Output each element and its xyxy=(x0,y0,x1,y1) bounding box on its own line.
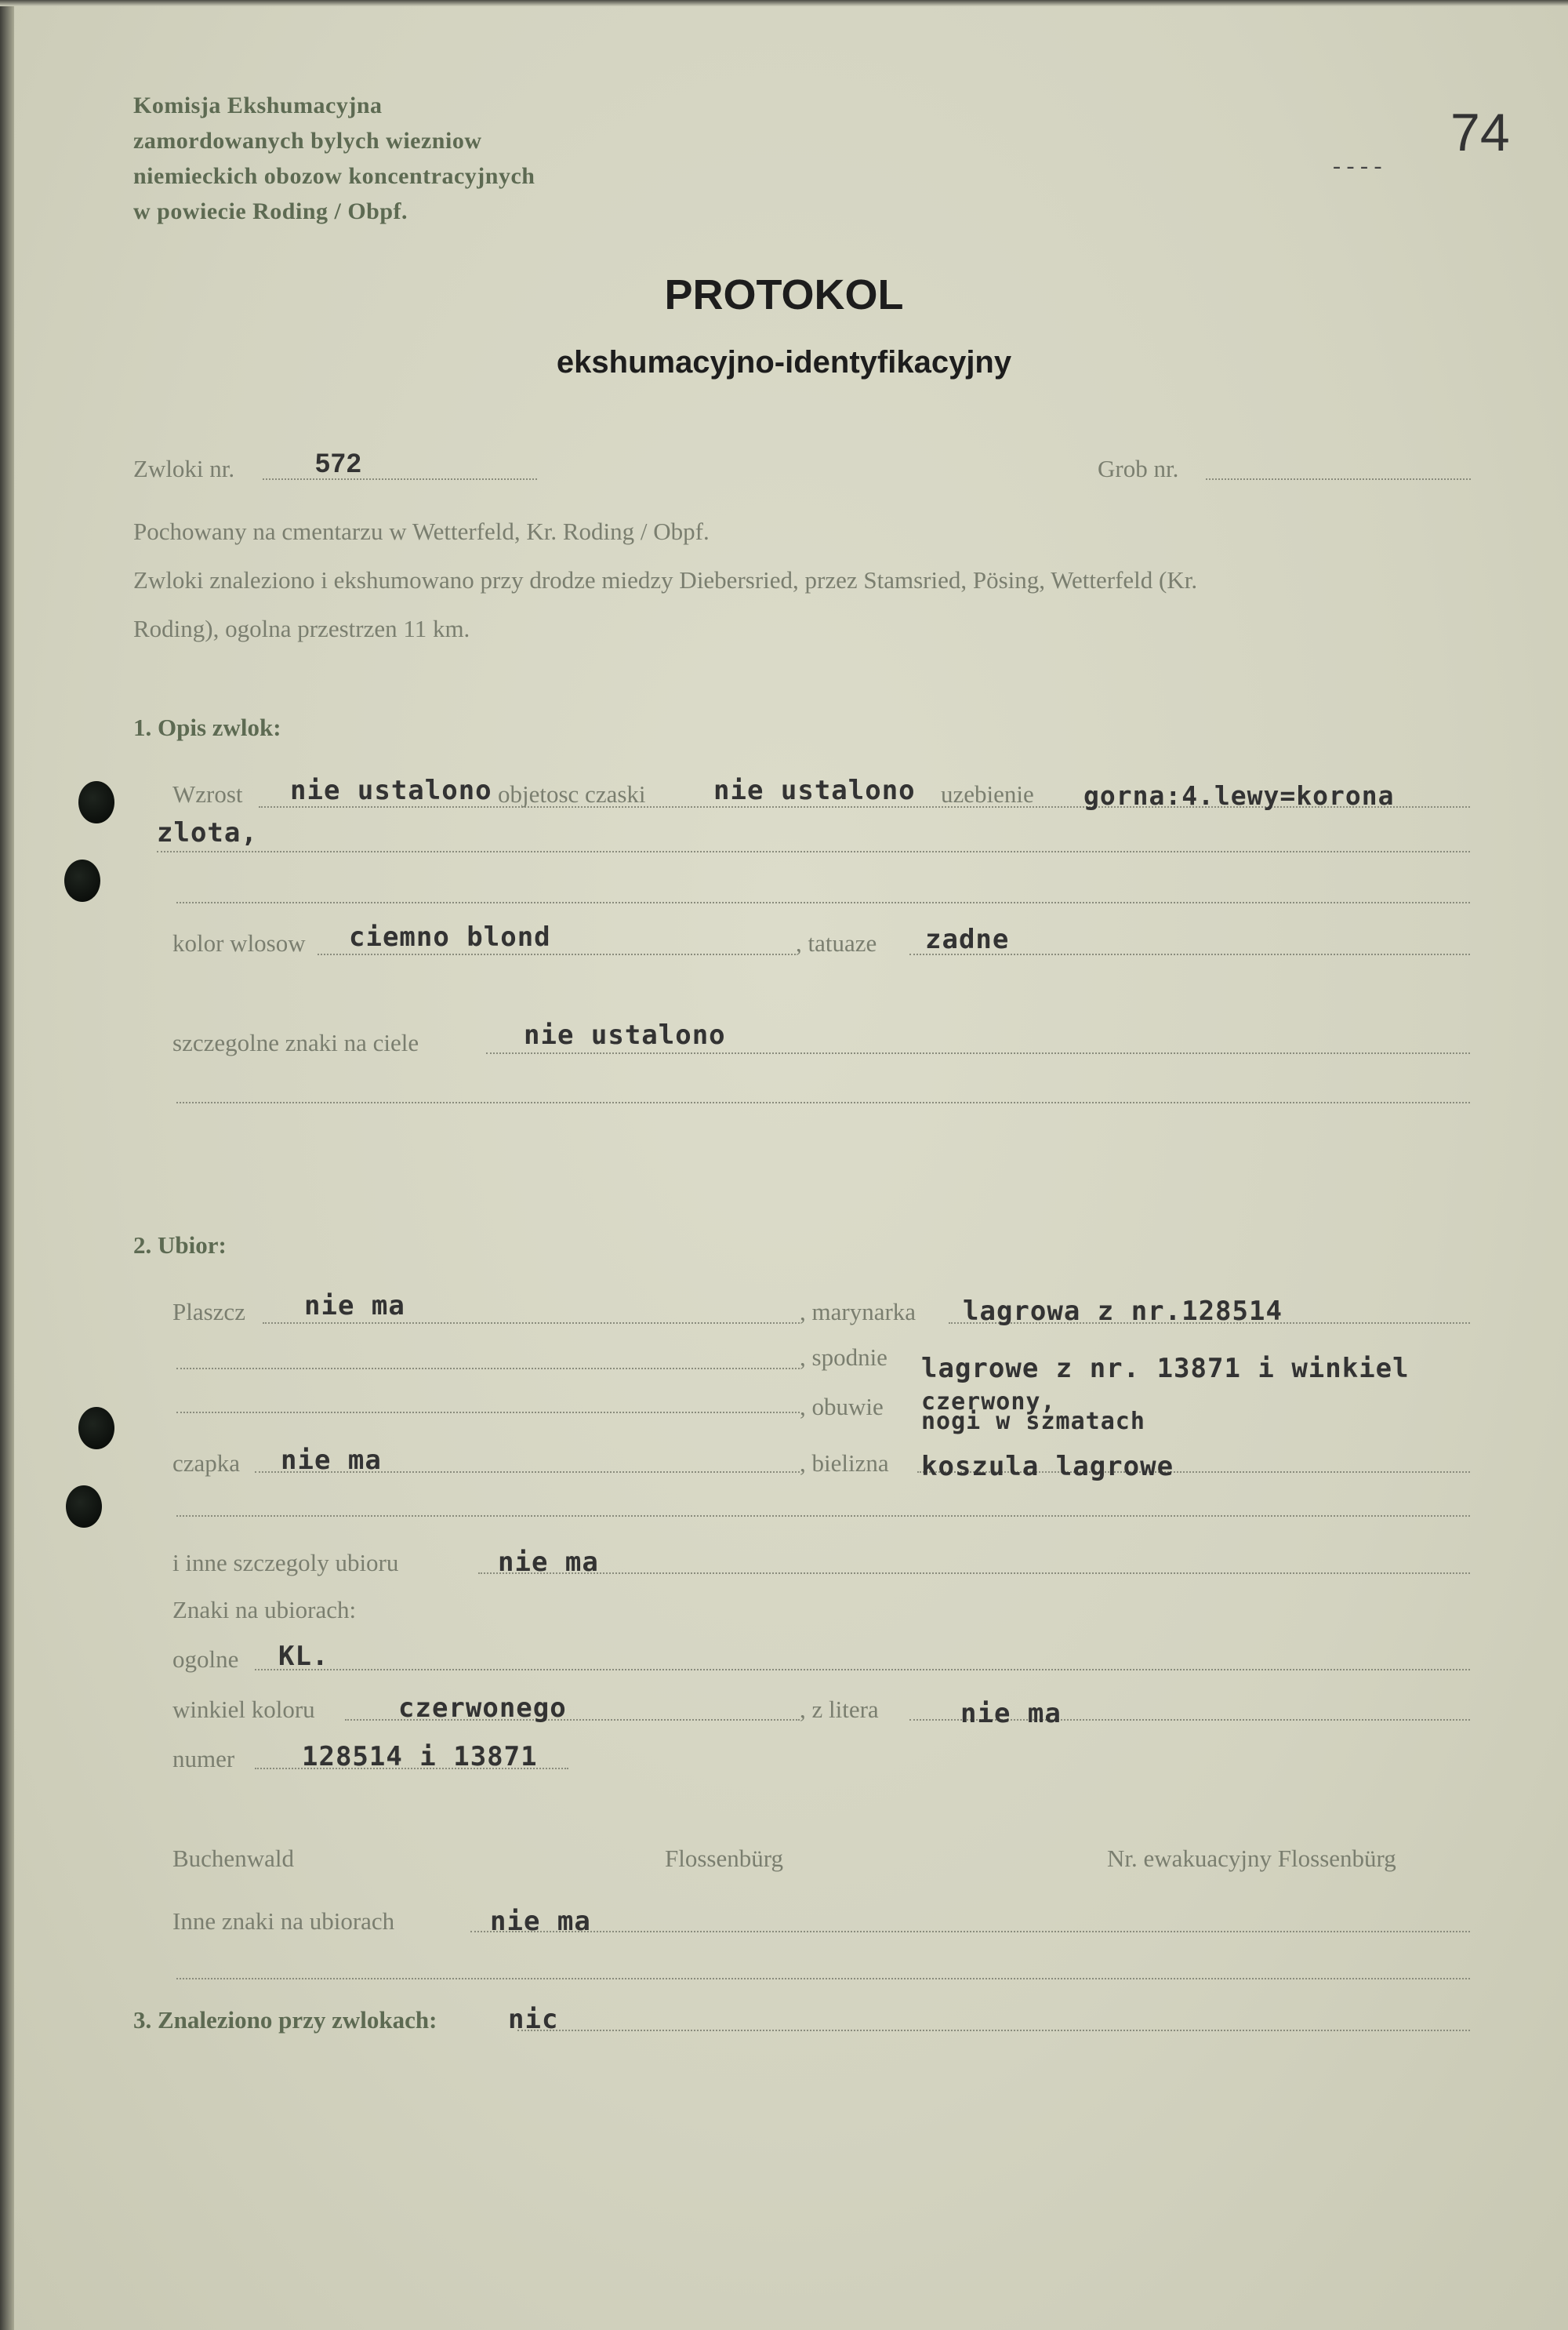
dotted-line xyxy=(318,954,796,955)
numer-label: numer xyxy=(172,1745,235,1772)
dotted-line xyxy=(255,1669,1470,1670)
buchenwald-label: Buchenwald xyxy=(172,1845,294,1872)
plaszcz-label: Plaszcz xyxy=(172,1298,245,1325)
marynarka-label: , marynarka xyxy=(800,1298,916,1325)
dotted-line xyxy=(470,1931,1470,1932)
inne-szczegoly-label: i inne szczegoly ubioru xyxy=(172,1549,399,1576)
page-number-dashes: - - - - xyxy=(1333,153,1382,179)
dotted-line xyxy=(263,1322,800,1324)
bielizna-label: , bielizna xyxy=(800,1449,889,1477)
ogolne-value: KL. xyxy=(278,1641,329,1672)
uzebienie-value: gorna:4.lewy=korona xyxy=(1083,780,1395,811)
winkiel-label: winkiel koloru xyxy=(172,1696,315,1723)
inne-szczegoly-value: nie ma xyxy=(498,1547,599,1578)
wzrost-label: Wzrost xyxy=(172,780,243,808)
wlosy-value: ciemno blond xyxy=(349,921,551,953)
buried-line: Pochowany na cmentarzu w Wetterfeld, Kr. Roding / Obpf. xyxy=(133,518,710,545)
bielizna-value: koszula lagrowe xyxy=(921,1451,1174,1482)
czaszka-value: nie ustalono xyxy=(713,775,916,806)
section-2-heading: 2. Ubior: xyxy=(133,1231,227,1259)
zwloki-number: 572 xyxy=(315,449,362,478)
punch-hole xyxy=(78,781,114,823)
document-subtitle: ekshumacyjno-identyfikacyjny xyxy=(556,345,1012,380)
litera-label: , z litera xyxy=(800,1696,879,1723)
znaki-ciele-label: szczegolne znaki na ciele xyxy=(172,1029,419,1056)
ewakuacyjny-label: Nr. ewakuacyjny Flossenbürg xyxy=(1107,1845,1396,1872)
ogolne-label: ogolne xyxy=(172,1645,239,1673)
dotted-line xyxy=(176,1412,800,1413)
dotted-line xyxy=(157,851,1470,852)
uzebienie-label: uzebienie xyxy=(941,780,1034,808)
dotted-line xyxy=(486,1052,1470,1054)
winkiel-value: czerwonego xyxy=(398,1692,567,1724)
zwloki-label: Zwloki nr. xyxy=(133,455,235,482)
section-3-heading: 3. Znaleziono przy zwlokach: xyxy=(133,2006,437,2034)
org-line-2: zamordowanych bylych wiezniow xyxy=(133,128,482,154)
dotted-line xyxy=(517,2030,1470,2031)
plaszcz-value: nie ma xyxy=(304,1290,405,1321)
found-line-2: Roding), ogolna przestrzen 11 km. xyxy=(133,615,470,642)
znaki-ciele-value: nie ustalono xyxy=(524,1020,726,1051)
dotted-line xyxy=(478,1572,1470,1574)
page-number: 74 xyxy=(1450,103,1510,162)
czaszka-label: objetosc czaski xyxy=(498,780,646,808)
dotted-line xyxy=(1206,478,1471,480)
wzrost-value: nie ustalono xyxy=(290,775,492,806)
numer-value: 128514 i 13871 xyxy=(302,1741,538,1772)
dotted-line xyxy=(263,478,537,480)
grob-label: Grob nr. xyxy=(1098,455,1179,482)
obuwie-value-2: nogi w szmatach xyxy=(921,1408,1145,1435)
dotted-line xyxy=(176,1368,800,1369)
org-line-1: Komisja Ekshumacyjna xyxy=(133,93,383,118)
tatuaze-value: zadne xyxy=(925,924,1010,955)
found-line-1: Zwloki znaleziono i ekshumowano przy drodze miedzy Diebersried, przez Stamsried, Pösing, Wetterfeld (Kr. xyxy=(133,566,1198,594)
section-3-value: nic xyxy=(508,2004,559,2035)
page-edge-top xyxy=(0,0,1568,6)
punch-hole xyxy=(66,1485,102,1528)
org-line-3: niemieckich obozow koncentracyjnych xyxy=(133,163,535,189)
dotted-line xyxy=(176,902,1470,903)
punch-hole xyxy=(64,860,100,902)
inne-znaki-value: nie ma xyxy=(490,1906,591,1937)
tatuaze-label: , tatuaze xyxy=(796,929,877,957)
czapka-value: nie ma xyxy=(281,1445,382,1476)
marynarka-value: lagrowa z nr.128514 xyxy=(963,1296,1283,1327)
czapka-label: czapka xyxy=(172,1449,241,1477)
flossenburg-label: Flossenbürg xyxy=(665,1845,784,1872)
spodnie-value: lagrowe z nr. 13871 i winkiel xyxy=(921,1353,1410,1384)
uzebienie-continued: zlota, xyxy=(157,817,258,849)
znaki-ubiorach-label: Znaki na ubiorach: xyxy=(172,1596,357,1623)
obuwie-value-1: czerwony, xyxy=(921,1388,1056,1416)
inne-znaki-label: Inne znaki na ubiorach xyxy=(172,1907,395,1935)
dotted-line xyxy=(176,1978,1470,1979)
spodnie-label: , spodnie xyxy=(800,1343,887,1371)
dotted-line xyxy=(176,1102,1470,1103)
document-title: PROTOKOL xyxy=(664,271,904,318)
litera-value: nie ma xyxy=(960,1698,1062,1729)
dotted-line xyxy=(176,1515,1470,1517)
org-line-4: w powiecie Roding / Obpf. xyxy=(133,198,408,224)
obuwie-label: , obuwie xyxy=(800,1393,884,1420)
punch-hole xyxy=(78,1407,114,1449)
wlosy-label: kolor wlosow xyxy=(172,929,306,957)
section-1-heading: 1. Opis zwlok: xyxy=(133,714,281,741)
